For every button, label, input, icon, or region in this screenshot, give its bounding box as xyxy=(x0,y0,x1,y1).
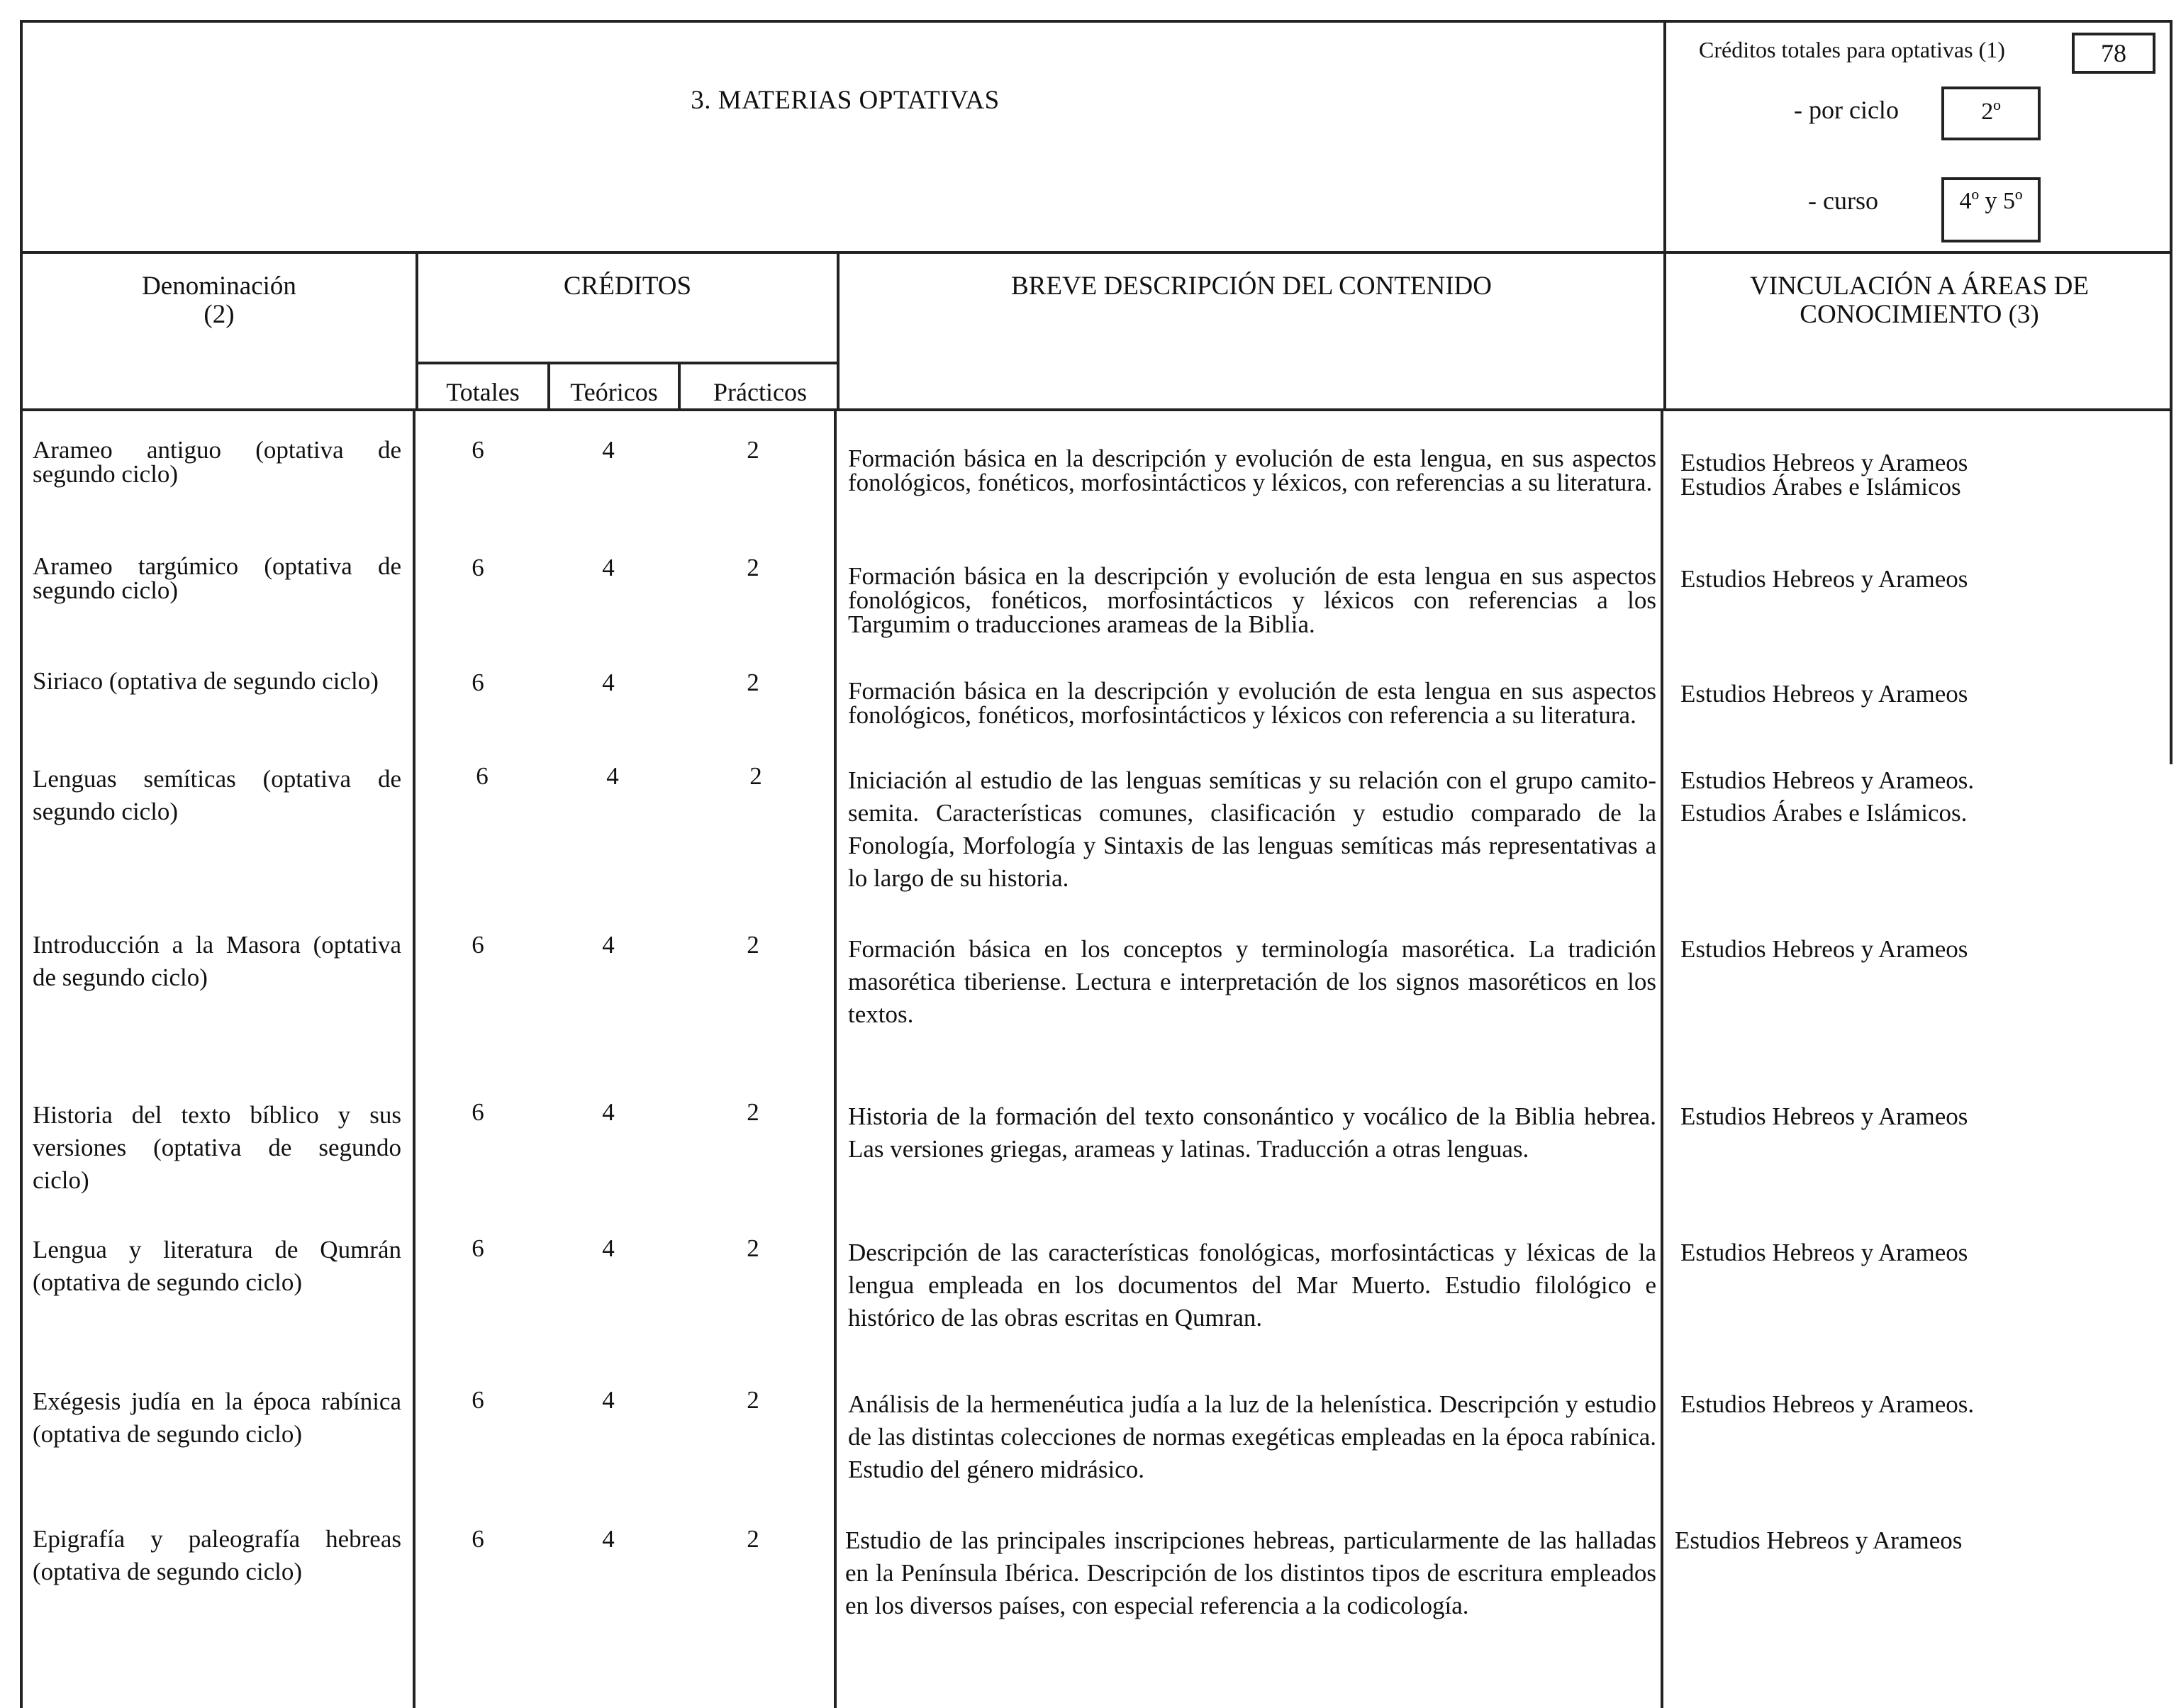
row-areas xyxy=(1680,1237,2148,1269)
row-denominacion: Arameo targúmico (optativa de segundo ciclo) xyxy=(33,552,401,604)
descripcion-header: BREVE DESCRIPCIÓN DEL CONTENIDO xyxy=(1011,272,1492,301)
curso-value: 4º y 5º xyxy=(1941,177,2041,242)
por-ciclo-value: 2º xyxy=(1941,86,2041,140)
row-denominacion: Lenguas semíticas (optativa de segundo ciclo) xyxy=(33,765,401,825)
row-area-item: Estudios Árabes e Islámicos xyxy=(1680,473,1961,501)
row-teoricos: 4 xyxy=(602,1386,615,1414)
denominacion-header-label: Denominación xyxy=(142,272,296,301)
row-totales: 6 xyxy=(472,436,484,464)
row-descripcion: Formación básica en los conceptos y terminología masorética. La tradición masorética tiberiense. Lectura e interpretación de los signos masoréticos en los textos. xyxy=(848,935,1656,1028)
row-practicos: 2 xyxy=(747,931,759,959)
row-practicos: 2 xyxy=(747,1234,759,1262)
vinculacion-header-line1: VINCULACIÓN A ÁREAS DE xyxy=(1750,272,2089,301)
row-totales: 6 xyxy=(472,1098,484,1126)
creditos-subdivider xyxy=(415,362,840,364)
row-areas xyxy=(1680,1100,2148,1133)
row-area-item: Estudios Hebreos y Arameos. xyxy=(1680,766,1975,794)
row-descripcion: Formación básica en la descripción y evolución de esta lengua en sus aspectos fonológicos, fonéticos, morfosintácticos y léxicos con referencia a su literatura. xyxy=(848,677,1656,729)
row-area-item: Estudios Hebreos y Arameos xyxy=(1675,1526,1963,1554)
denominacion-header-note: (2) xyxy=(203,300,235,329)
row-areas xyxy=(1680,1388,2148,1421)
row-area-item: Estudios Hebreos y Arameos xyxy=(1680,565,1968,593)
row-practicos: 2 xyxy=(749,762,762,790)
row-denominacion: Introducción a la Masora (optativa de segundo ciclo) xyxy=(33,931,401,991)
col-divider xyxy=(413,410,415,1708)
row-teoricos: 4 xyxy=(602,1525,615,1553)
row-totales: 6 xyxy=(472,1234,484,1262)
row-descripcion: Iniciación al estudio de las lenguas semíticas y su relación con el grupo camito-semita. Características comunes, clasificación y estudio comparado de la Fonología, Morfología y Sintaxis de las lenguas semíticas más representativas a lo largo de su historia. xyxy=(848,766,1656,892)
row-denominacion: Siriaco (optativa de segundo ciclo) xyxy=(33,667,379,695)
table-border-left xyxy=(20,410,23,1708)
row-practicos: 2 xyxy=(747,669,759,696)
row-areas xyxy=(1675,1524,2143,1557)
row-denominacion: Epigrafía y paleografía hebreas (optativa de segundo ciclo) xyxy=(33,1525,401,1585)
col-divider xyxy=(834,410,837,1708)
row-area-item: Estudios Hebreos y Arameos xyxy=(1680,680,1968,708)
row-descripcion: Descripción de las características fonológicas, morfosintácticas y léxicas de la lengua empleada en los documentos del Mar Muerto. Estudio filológico e histórico de las obras escritas en Qumran. xyxy=(848,1239,1656,1332)
page-title: 3. MATERIAS OPTATIVAS xyxy=(691,86,1000,115)
vinculacion-header-line2: CONOCIMIENTO (3) xyxy=(1800,300,2039,329)
row-descripcion: Formación básica en la descripción y evolución de esta lengua, en sus aspectos fonológicos, fonéticos, morfosintácticos y léxicos, con referencias a su literatura. xyxy=(848,445,1656,496)
row-practicos: 2 xyxy=(747,554,759,581)
vinculacion-header xyxy=(1666,272,2172,329)
row-teoricos: 4 xyxy=(602,554,615,581)
row-totales: 6 xyxy=(476,762,489,790)
row-descripcion: Formación básica en la descripción y evolución de esta lengua en sus aspectos fonológicos, fonéticos, morfosintácticos y léxicos con referencias a los Targumim o traducciones arameas de la Biblia. xyxy=(848,562,1656,638)
row-denominacion: Exégesis judía en la época rabínica (optativa de segundo ciclo) xyxy=(33,1388,401,1448)
row-denominacion: Lengua y literatura de Qumrán (optativa de segundo ciclo) xyxy=(33,1236,401,1296)
row-areas xyxy=(1680,764,2148,830)
row-areas xyxy=(1680,567,2148,591)
row-descripcion: Historia de la formación del texto consonántico y vocálico de la Biblia hebrea. Las versiones griegas, arameas y latinas. Traducción a otras lenguas. xyxy=(848,1103,1656,1163)
row-totales: 6 xyxy=(472,1386,484,1414)
credits-summary xyxy=(1663,23,2175,251)
practicos-header: Prácticos xyxy=(713,378,807,406)
row-teoricos: 4 xyxy=(606,762,619,790)
row-practicos: 2 xyxy=(747,1525,759,1553)
creditos-totales-label: Créditos totales para optativas (1) xyxy=(1699,37,2005,62)
creditos-header: CRÉDITOS xyxy=(563,272,692,301)
row-denominacion: Arameo antiguo (optativa de segundo ciclo) xyxy=(33,436,401,488)
row-practicos: 2 xyxy=(747,1386,759,1414)
row-totales: 6 xyxy=(472,1525,484,1553)
row-totales: 6 xyxy=(472,669,484,696)
column-header xyxy=(20,251,2172,411)
teoricos-header: Teóricos xyxy=(570,378,658,406)
row-area-item: Estudios Hebreos y Arameos xyxy=(1680,449,1968,476)
header-block xyxy=(20,20,2172,254)
row-teoricos: 4 xyxy=(602,669,615,696)
row-teoricos: 4 xyxy=(602,436,615,464)
row-totales: 6 xyxy=(472,931,484,959)
row-areas xyxy=(1680,451,2148,499)
curso-label: - curso xyxy=(1808,186,1878,215)
col-divider xyxy=(1661,410,1663,1708)
row-area-item: Estudios Hebreos y Arameos xyxy=(1680,1239,1968,1266)
row-area-item: Estudios Árabes e Islámicos. xyxy=(1680,799,1968,827)
row-area-item: Estudios Hebreos y Arameos xyxy=(1680,1103,1968,1130)
row-practicos: 2 xyxy=(747,436,759,464)
row-areas xyxy=(1680,682,2148,706)
row-descripcion: Análisis de la hermenéutica judía a la luz de la helenística. Descripción y estudio de las distintas colecciones de normas exegéticas empleadas en la época rabínica. Estudio del género midrásico. xyxy=(848,1390,1656,1483)
row-area-item: Estudios Hebreos y Arameos. xyxy=(1680,1390,1975,1418)
row-teoricos: 4 xyxy=(602,1098,615,1126)
por-ciclo-label: - por ciclo xyxy=(1794,96,1899,124)
row-totales: 6 xyxy=(472,554,484,581)
row-teoricos: 4 xyxy=(602,1234,615,1262)
row-area-item: Estudios Hebreos y Arameos xyxy=(1680,935,1968,963)
row-teoricos: 4 xyxy=(602,931,615,959)
row-areas xyxy=(1680,933,2148,966)
row-descripcion: Estudio de las principales inscripciones hebreas, particularmente de las halladas en la Península Ibérica. Descripción de los distintos tipos de escritura empleados en los diversos países, con especial referencia a la codicología. xyxy=(845,1526,1656,1619)
row-denominacion: Historia del texto bíblico y sus versiones (optativa de segundo ciclo) xyxy=(33,1101,401,1194)
creditos-totales-value: 78 xyxy=(2072,33,2155,74)
row-practicos: 2 xyxy=(747,1098,759,1126)
table-border-right xyxy=(2170,410,2172,764)
totales-header: Totales xyxy=(446,378,520,406)
denominacion-header xyxy=(23,272,415,329)
